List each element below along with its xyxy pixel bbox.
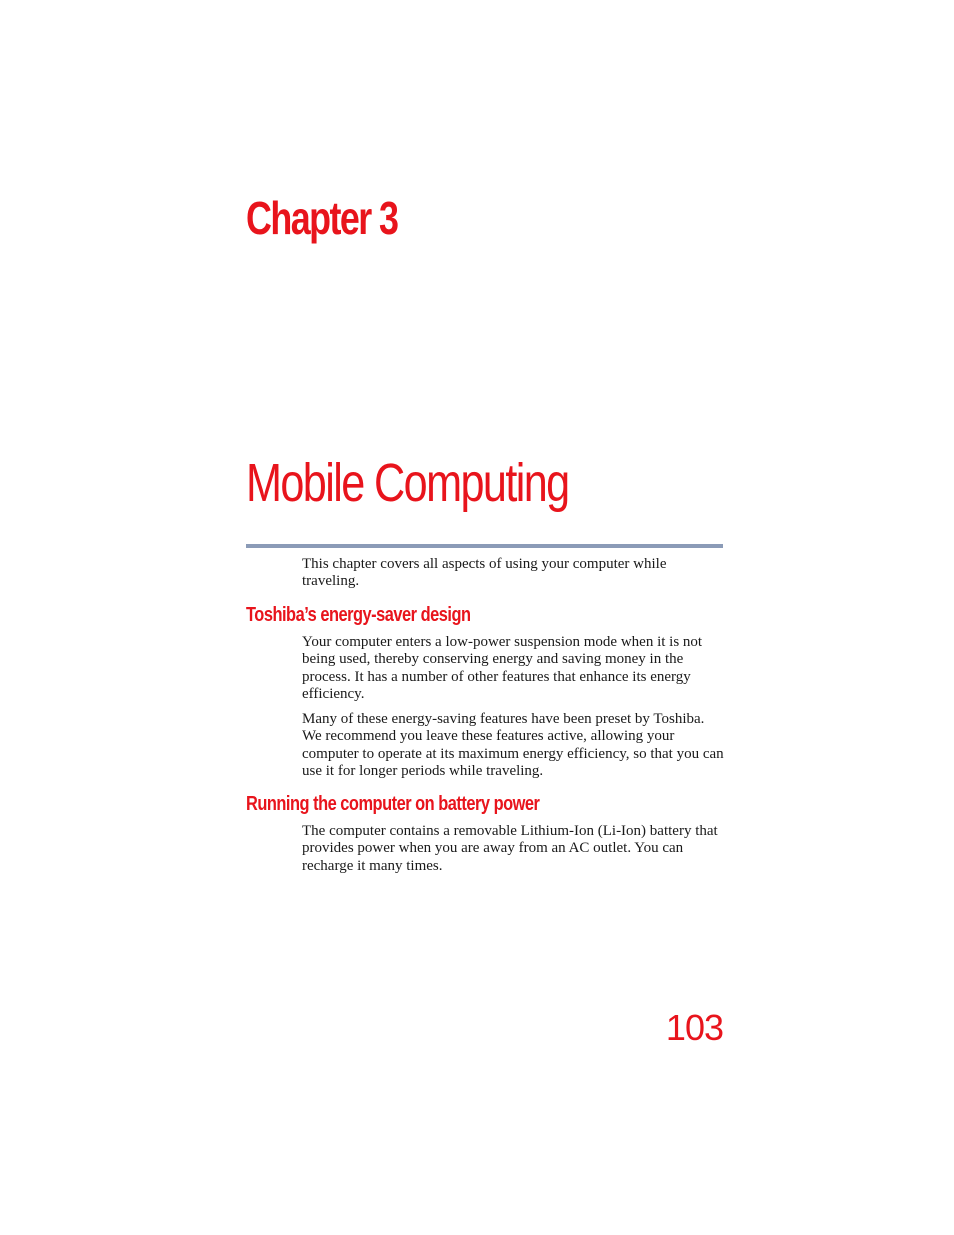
chapter-intro: This chapter covers all aspects of using your computer while traveling. — [302, 556, 667, 590]
battery-power-paragraph: The computer contains a removable Lithium-Ion (Li-Ion) battery that provides power when you are away from an AC outlet. You can recharge it many times. — [302, 823, 718, 874]
chapter-label: Chapter 3 — [246, 192, 398, 244]
section-heading-battery-power: Running the computer on battery power — [246, 793, 540, 815]
chapter-title: Mobile Computing — [246, 453, 569, 513]
title-divider — [246, 544, 723, 548]
energy-saver-paragraph-1: Your computer enters a low-power suspension mode when it is not being used, thereby conserving energy and saving money in the process. It has a number of other features that enhance its energy efficiency. — [302, 634, 703, 703]
section-heading-energy-saver: Toshiba’s energy-saver design — [246, 604, 471, 626]
page-number: 103 — [665, 1007, 723, 1048]
energy-saver-paragraph-2: Many of these energy-saving features have been preset by Toshiba. We recommend you leave these features active, allowing your computer to operate at its maximum energy efficiency, so that you can use it for longer periods while traveling. — [302, 711, 724, 780]
